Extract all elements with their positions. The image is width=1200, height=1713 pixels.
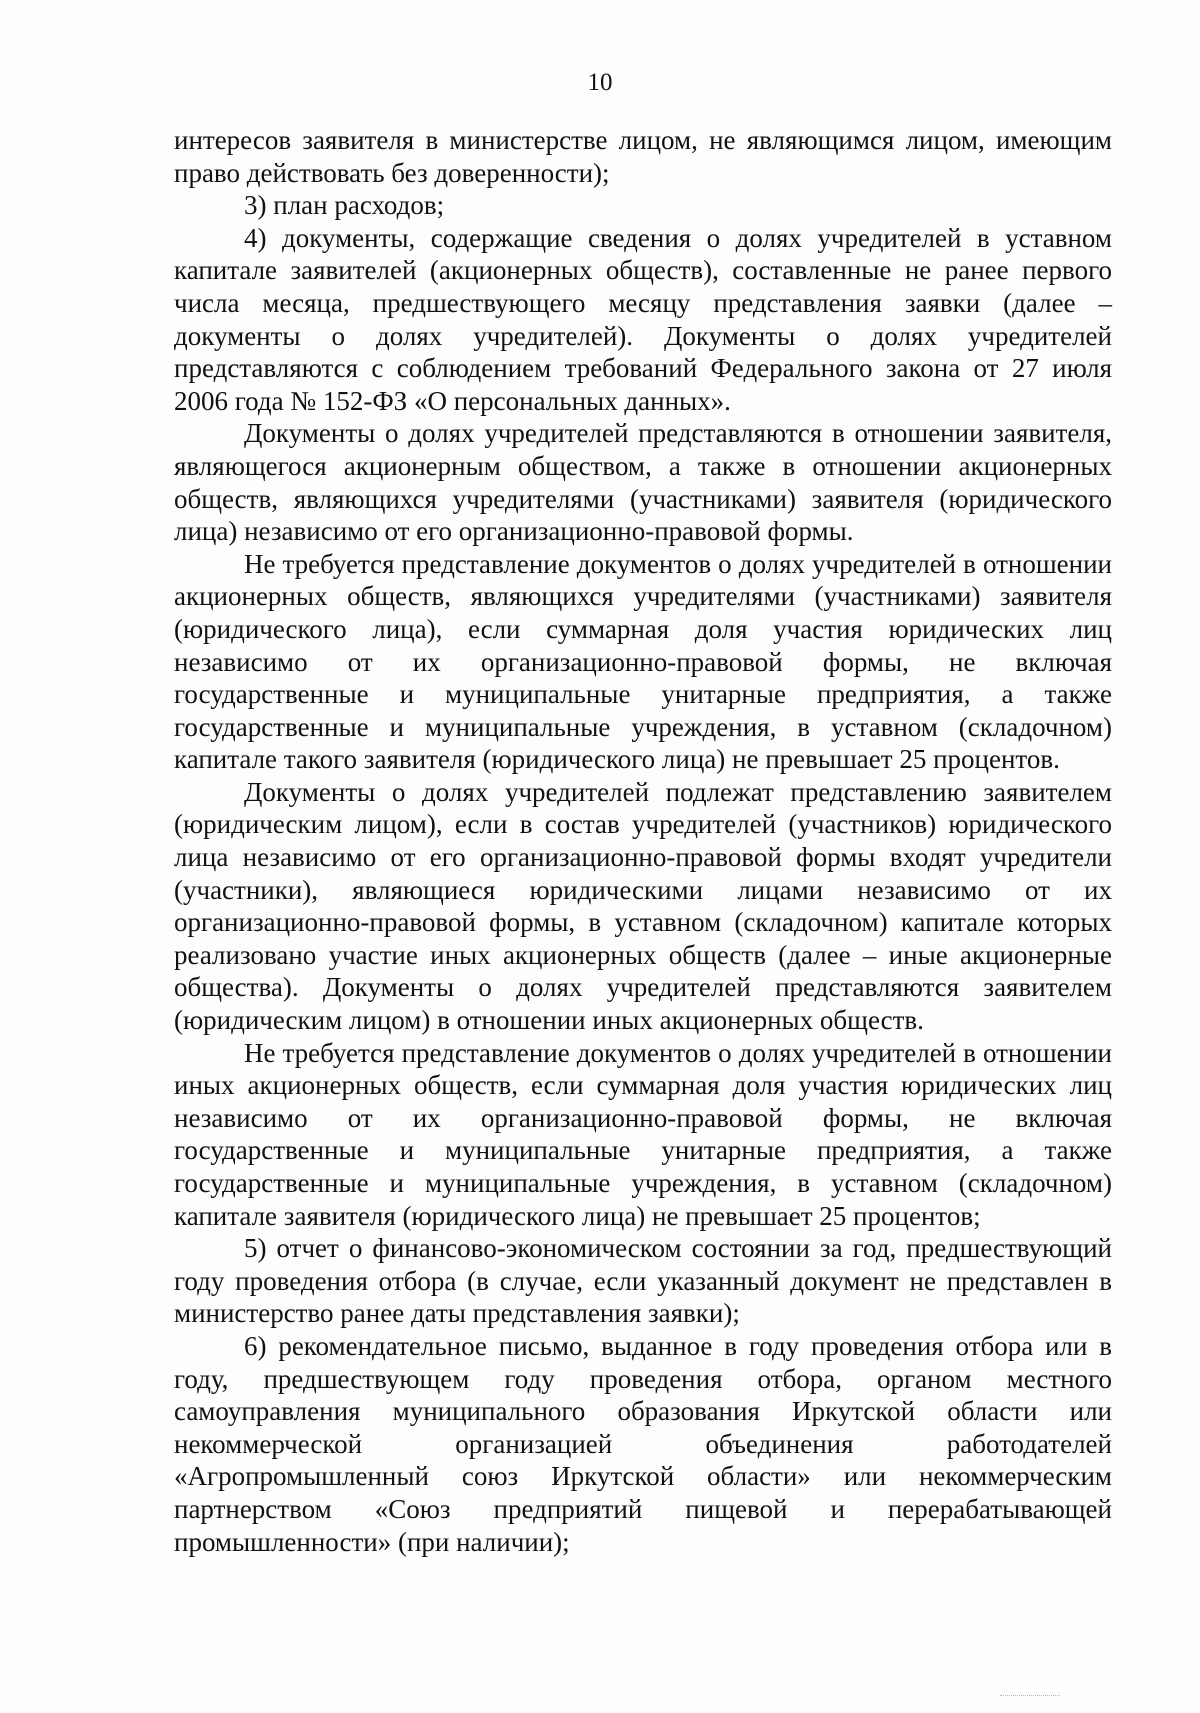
paragraph: 4) документы, содержащие сведения о долях учредителей в уставном капитале заявителей (акционерных обществ), составленные не ранее первого числа месяца, предшествующего месяцу представления заявки (далее – документы о долях учредителей). Документы о долях учредителей представляются с соблюдением требований Федерального закона от 27 июля 2006 года № 152-ФЗ «О персональных данных».: [174, 222, 1112, 416]
page-number: 10: [587, 69, 613, 96]
paragraph: интересов заявителя в министерстве лицом, не являющимся лицом, имеющим право действовать без доверенности);: [174, 125, 1112, 188]
paragraph: Документы о долях учредителей подлежат представлению заявителем (юридическим лицом), если в состав учредителей (участников) юридического лица независимо от его организационно-правовой формы входят учредители (участники), являющиеся юридическими лицами независимо от их организационно-правовой формы, в уставном (складочном) капитале которых реализовано участие иных акционерных обществ (далее – иные акционерные общества). Документы о долях учредителей представляются заявителем (юридическим лицом) в отношении иных акционерных обществ.: [174, 776, 1112, 1036]
paragraph: Документы о долях учредителей представляются в отношении заявителя, являющегося акционерным обществом, а также в отношении акционерных обществ, являющихся учредителями (участниками) заявителя (юридического лица) независимо от его организационно-правовой формы.: [174, 418, 1112, 547]
paragraph: Не требуется представление документов о долях учредителей в отношении акционерных обществ, являющихся учредителями (участниками) заявителя (юридического лица), если суммарная доля участия юридических лиц независимо от их организационно-правовой формы, не включая государственные и муниципальные унитарные предприятия, а также государственные и муниципальные учреждения, в уставном (складочном) капитале такого заявителя (юридического лица) не превышает 25 процентов.: [174, 548, 1112, 775]
paragraph: Не требуется представление документов о долях учредителей в отношении иных акционерных обществ, если суммарная доля участия юридических лиц независимо от их организационно-правовой формы, не включая государственные и муниципальные унитарные предприятия, а также государственные и муниципальные учреждения, в уставном (складочном) капитале заявителя (юридического лица) не превышает 25 процентов;: [174, 1037, 1112, 1231]
paragraph: 6) рекомендательное письмо, выданное в году проведения отбора или в году, предшествующем году проведения отбора, органом местного самоуправления муниципального образования Иркутской области или некоммерческой организацией объединения работодателей «Агропромышленный союз Иркутской области» или некоммерческим партнерством «Союз предприятий пищевой и перерабатывающей промышленности» (при наличии);: [174, 1330, 1112, 1557]
document-body: [174, 124, 1112, 1558]
scan-artifact: [1000, 1695, 1060, 1699]
paragraph: 5) отчет о финансово-экономическом состоянии за год, предшествующий году проведения отбора (в случае, если указанный документ не представлен в министерство ранее даты представления заявки);: [174, 1233, 1112, 1329]
paragraph: 3) план расходов;: [244, 190, 445, 221]
